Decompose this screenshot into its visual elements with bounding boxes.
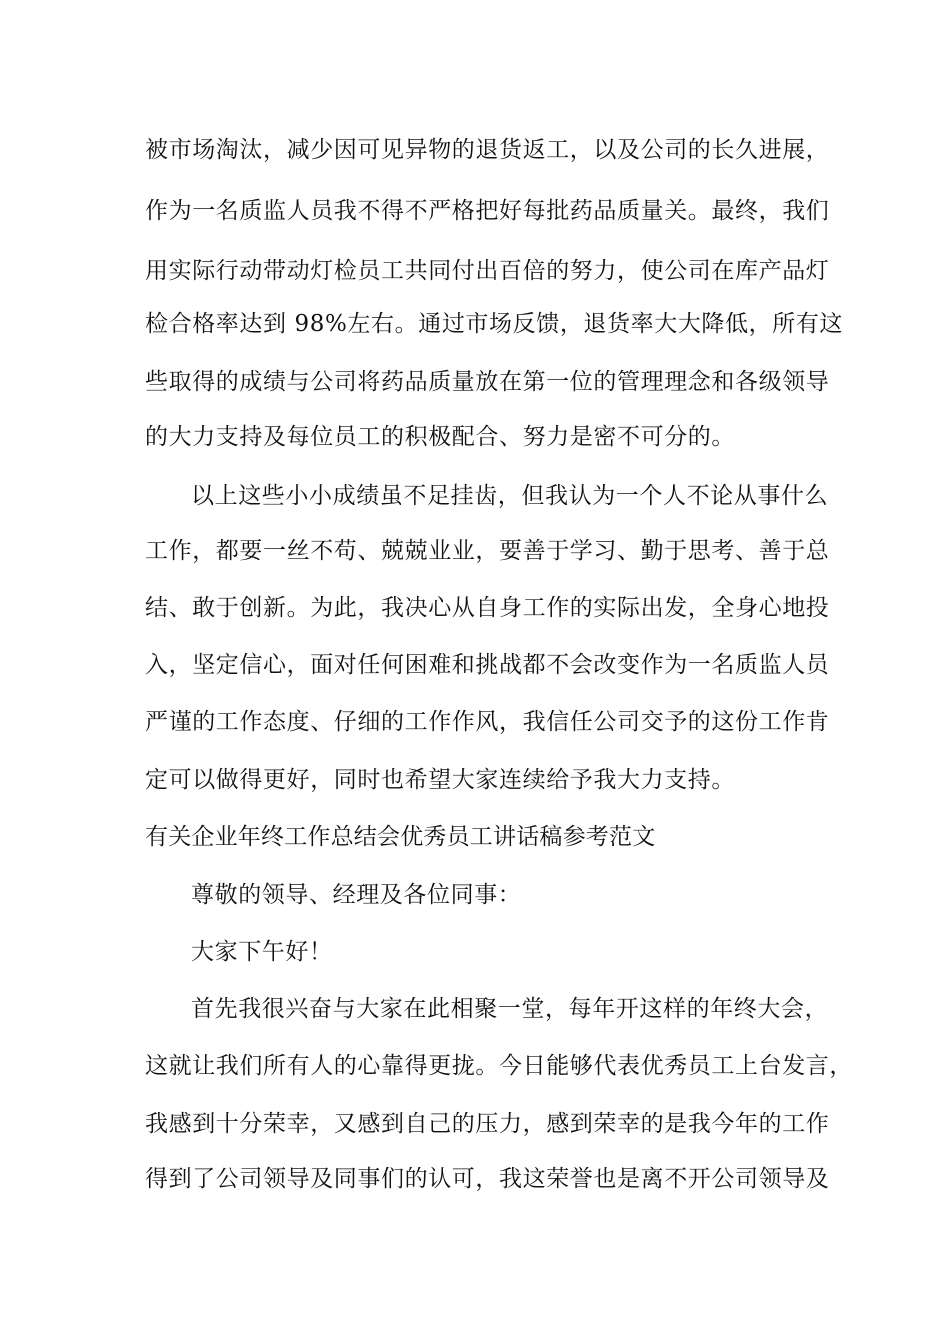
salutation: 尊敬的领导、经理及各位同事：: [191, 882, 522, 908]
body-line-12: 定可以做得更好，同时也希望大家连续给予我大力支持。: [145, 767, 735, 793]
body-line-4: 检合格率达到 98%左右。通过市场反馈，退货率大大降低，所有这: [145, 311, 844, 337]
body-line-11: 严谨的工作态度、仔细的工作作风，我信任公司交予的这份工作肯: [145, 709, 830, 735]
body-line-16: 首先我很兴奋与大家在此相聚一堂，每年开这样的年终大会，: [191, 996, 829, 1022]
body-line-3: 用实际行动带动灯检员工共同付出百倍的努力，使公司在库产品灯: [145, 258, 830, 284]
body-line-18: 我感到十分荣幸，又感到自己的压力，感到荣幸的是我今年的工作: [145, 1111, 830, 1137]
section-heading: 有关企业年终工作总结会优秀员工讲话稿参考范文: [145, 824, 656, 850]
body-line-1: 被市场淘汰，减少因可见异物的退货返工，以及公司的长久进展，: [145, 137, 830, 163]
body-line-17: 这就让我们所有人的心靠得更拢。今日能够代表优秀员工上台发言，: [145, 1053, 853, 1079]
body-line-2: 作为一名质监人员我不得不严格把好每批药品质量关。最终，我们: [145, 198, 830, 224]
body-line-9: 结、敢于创新。为此，我决心从自身工作的实际出发，全身心地投: [145, 595, 830, 621]
body-line-5: 些取得的成绩与公司将药品质量放在第一位的管理理念和各级领导: [145, 369, 830, 395]
body-line-8: 工作，都要一丝不苟、兢兢业业，要善于学习、勤于思考、善于总: [145, 538, 830, 564]
greeting: 大家下午好！: [191, 939, 333, 965]
body-line-6: 的大力支持及每位员工的积极配合、努力是密不可分的。: [145, 424, 735, 450]
body-line-10: 入，坚定信心，面对任何困难和挑战都不会改变作为一名质监人员: [145, 652, 830, 678]
body-line-7: 以上这些小小成绩虽不足挂齿，但我认为一个人不论从事什么: [191, 483, 829, 509]
body-line-19: 得到了公司领导及同事们的认可，我这荣誉也是离不开公司领导及: [145, 1166, 830, 1192]
